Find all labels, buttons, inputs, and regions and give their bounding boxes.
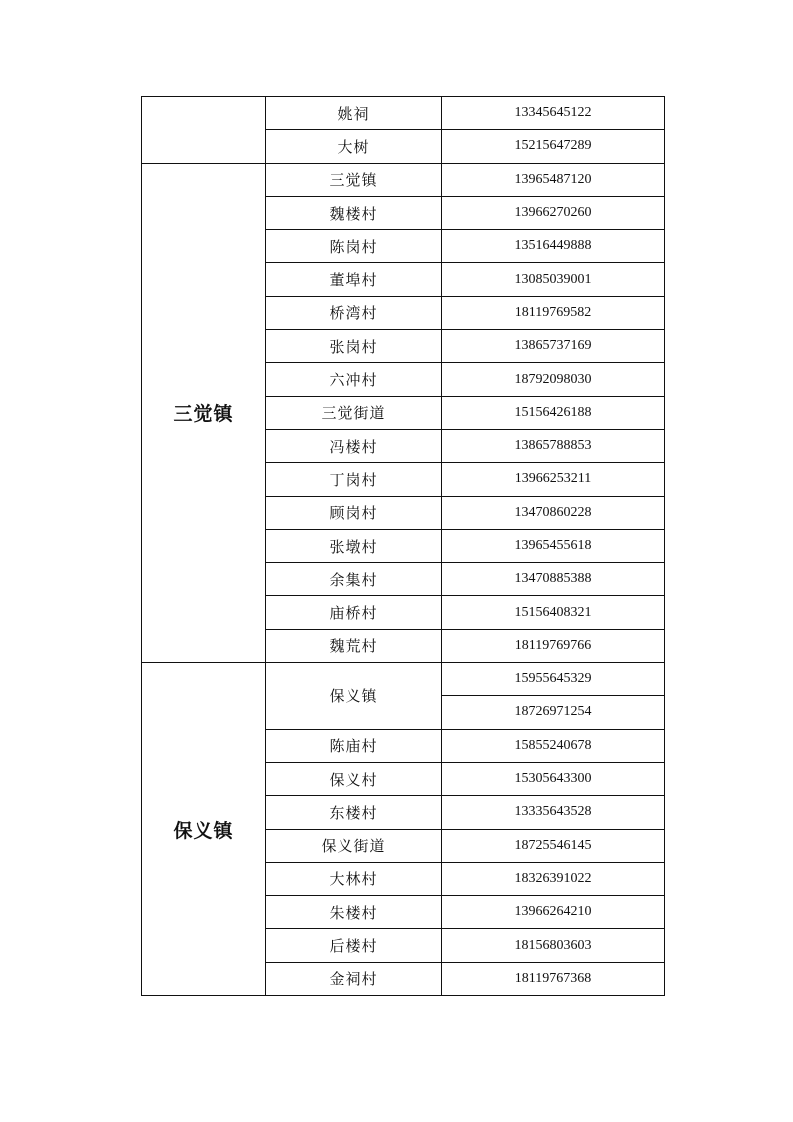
village-cell: 丁岗村 <box>266 463 442 496</box>
contact-table <box>141 96 665 996</box>
village-cell: 六冲村 <box>266 363 442 396</box>
phone-cell: 15305643300 <box>442 762 665 795</box>
phone-cell: 18726971254 <box>442 696 665 729</box>
phone-cell: 13966253211 <box>442 463 665 496</box>
village-cell: 保义村 <box>266 762 442 795</box>
phone-cell: 18326391022 <box>442 862 665 895</box>
village-cell: 三觉镇 <box>266 163 442 196</box>
town-cell <box>142 97 266 164</box>
phone-cell: 15955645329 <box>442 663 665 696</box>
village-cell: 冯楼村 <box>266 429 442 462</box>
phone-cell: 13965455618 <box>442 529 665 562</box>
village-cell: 庙桥村 <box>266 596 442 629</box>
phone-cell: 13085039001 <box>442 263 665 296</box>
phone-cell: 13865788853 <box>442 429 665 462</box>
phone-cell: 18119767368 <box>442 962 665 995</box>
village-cell: 魏荒村 <box>266 629 442 662</box>
phone-cell: 15156408321 <box>442 596 665 629</box>
village-cell: 陈岗村 <box>266 230 442 263</box>
phone-cell: 13966270260 <box>442 196 665 229</box>
table-row <box>142 163 665 196</box>
phone-cell: 18119769766 <box>442 629 665 662</box>
table-body <box>142 97 665 996</box>
village-cell: 保义街道 <box>266 829 442 862</box>
phone-cell: 18792098030 <box>442 363 665 396</box>
village-cell: 大树 <box>266 130 442 163</box>
village-cell: 陈庙村 <box>266 729 442 762</box>
phone-cell: 13470885388 <box>442 563 665 596</box>
phone-cell: 13865737169 <box>442 330 665 363</box>
village-cell: 朱楼村 <box>266 896 442 929</box>
village-cell: 姚祠 <box>266 97 442 130</box>
village-cell: 张墩村 <box>266 529 442 562</box>
phone-cell: 13470860228 <box>442 496 665 529</box>
phone-cell: 13516449888 <box>442 230 665 263</box>
phone-cell: 15215647289 <box>442 130 665 163</box>
village-cell: 张岗村 <box>266 330 442 363</box>
phone-cell: 18119769582 <box>442 296 665 329</box>
phone-cell: 15855240678 <box>442 729 665 762</box>
village-cell: 顾岗村 <box>266 496 442 529</box>
phone-cell: 13345645122 <box>442 97 665 130</box>
village-cell: 东楼村 <box>266 796 442 829</box>
village-cell: 后楼村 <box>266 929 442 962</box>
phone-cell: 13335643528 <box>442 796 665 829</box>
phone-cell: 13966264210 <box>442 896 665 929</box>
phone-cell: 15156426188 <box>442 396 665 429</box>
village-cell: 金祠村 <box>266 962 442 995</box>
town-cell: 三觉镇 <box>142 163 266 662</box>
village-cell: 余集村 <box>266 563 442 596</box>
table-row <box>142 97 665 130</box>
village-cell: 董埠村 <box>266 263 442 296</box>
phone-cell: 18156803603 <box>442 929 665 962</box>
village-cell: 保义镇 <box>266 663 442 730</box>
phone-cell: 18725546145 <box>442 829 665 862</box>
town-cell: 保义镇 <box>142 663 266 996</box>
village-cell: 魏楼村 <box>266 196 442 229</box>
village-cell: 大林村 <box>266 862 442 895</box>
village-cell: 三觉街道 <box>266 396 442 429</box>
phone-cell: 13965487120 <box>442 163 665 196</box>
village-cell: 桥湾村 <box>266 296 442 329</box>
table-row <box>142 663 665 696</box>
